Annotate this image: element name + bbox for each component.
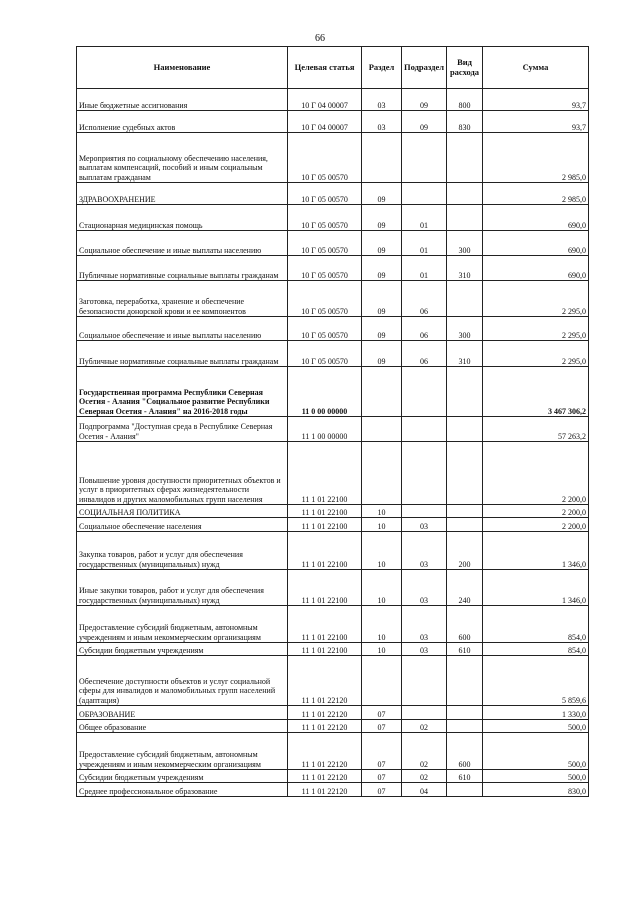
cell-amount: 1 346,0 xyxy=(483,570,589,606)
table-row xyxy=(77,367,589,417)
cell-amount: 2 295,0 xyxy=(483,281,589,317)
row-name-text: Заготовка, переработка, хранение и обеспечение безопасности донорской крови и ее компонентов xyxy=(79,297,246,316)
cell-expense-type xyxy=(447,442,483,505)
table-row xyxy=(77,341,589,367)
row-name-text: Субсидии бюджетным учреждениям xyxy=(79,772,204,782)
row-name-text: Подпрограмма "Доступная среда в Республике Северная Осетия - Алания" xyxy=(79,422,273,441)
table-row xyxy=(77,518,589,532)
cell-name xyxy=(77,281,288,317)
cell-section: 07 xyxy=(362,733,402,770)
cell-subsection: 01 xyxy=(402,205,447,231)
cell-amount: 93,7 xyxy=(483,111,589,133)
cell-expense-type: 610 xyxy=(447,643,483,656)
cell-expense-type: 600 xyxy=(447,606,483,643)
cell-target: 10 Г 05 00570 xyxy=(288,133,362,183)
row-name-text: Предоставление субсидий бюджетным, автономным учреждениям и иным некоммерческим организациям xyxy=(79,750,261,769)
header-expense-type: Вид расхода xyxy=(447,47,483,89)
cell-expense-type xyxy=(447,133,483,183)
row-name-text: Стационарная медицинская помощь xyxy=(79,220,203,230)
cell-section xyxy=(362,367,402,417)
cell-subsection: 06 xyxy=(402,341,447,367)
cell-section: 07 xyxy=(362,706,402,720)
cell-expense-type xyxy=(447,417,483,442)
cell-section: 03 xyxy=(362,89,402,111)
table-row xyxy=(77,281,589,317)
cell-target: 10 Г 05 00570 xyxy=(288,281,362,317)
cell-expense-type: 240 xyxy=(447,570,483,606)
cell-amount: 2 295,0 xyxy=(483,341,589,367)
row-name-text: Исполнение судебных актов xyxy=(79,122,176,132)
cell-name xyxy=(77,133,288,183)
table-row xyxy=(77,783,589,797)
cell-section: 07 xyxy=(362,783,402,797)
row-name-text: Иные бюджетные ассигнования xyxy=(79,100,188,110)
cell-section xyxy=(362,417,402,442)
cell-section xyxy=(362,133,402,183)
cell-target: 11 1 01 22100 xyxy=(288,643,362,656)
cell-name xyxy=(77,532,288,570)
cell-amount: 2 295,0 xyxy=(483,317,589,341)
cell-target: 11 1 00 00000 xyxy=(288,417,362,442)
cell-target: 10 Г 04 00007 xyxy=(288,111,362,133)
cell-section: 10 xyxy=(362,643,402,656)
cell-section: 09 xyxy=(362,341,402,367)
cell-expense-type xyxy=(447,205,483,231)
cell-subsection xyxy=(402,505,447,518)
header-subsection: Подраздел xyxy=(402,47,447,89)
cell-section: 09 xyxy=(362,256,402,281)
cell-subsection: 06 xyxy=(402,281,447,317)
cell-name xyxy=(77,89,288,111)
cell-target: 11 1 01 22100 xyxy=(288,442,362,505)
cell-subsection: 02 xyxy=(402,770,447,783)
table-row xyxy=(77,317,589,341)
cell-amount: 854,0 xyxy=(483,643,589,656)
cell-subsection xyxy=(402,183,447,205)
cell-amount: 500,0 xyxy=(483,733,589,770)
row-name-text: Субсидии бюджетным учреждениям xyxy=(79,645,204,655)
cell-name xyxy=(77,770,288,783)
cell-amount: 690,0 xyxy=(483,205,589,231)
cell-name xyxy=(77,367,288,417)
cell-expense-type: 300 xyxy=(447,317,483,341)
table-row xyxy=(77,720,589,733)
cell-name xyxy=(77,570,288,606)
cell-amount: 1 346,0 xyxy=(483,532,589,570)
table-row xyxy=(77,770,589,783)
cell-name xyxy=(77,518,288,532)
row-name-text: Иные закупки товаров, работ и услуг для обеспечения государственных (муниципальных) нужд xyxy=(79,586,264,605)
table-row xyxy=(77,442,589,505)
cell-section: 03 xyxy=(362,111,402,133)
row-name-text: Закупка товаров, работ и услуг для обеспечения государственных (муниципальных) нужд xyxy=(79,550,243,569)
cell-subsection: 03 xyxy=(402,570,447,606)
cell-name xyxy=(77,706,288,720)
cell-expense-type: 310 xyxy=(447,341,483,367)
header-amount: Сумма xyxy=(483,47,589,89)
row-name-text: Публичные нормативные социальные выплаты гражданам xyxy=(79,270,279,280)
cell-subsection: 09 xyxy=(402,89,447,111)
cell-section: 07 xyxy=(362,770,402,783)
row-name-text: Государственная программа Республики Северная Осетия - Алания "Социальное развитие Республики Северная Осетия - Алания" на 2016-2018 годы xyxy=(79,388,270,416)
row-name-text: СОЦИАЛЬНАЯ ПОЛИТИКА xyxy=(79,507,181,517)
cell-subsection xyxy=(402,133,447,183)
table-row xyxy=(77,417,589,442)
cell-name xyxy=(77,720,288,733)
cell-section: 10 xyxy=(362,518,402,532)
row-name-text: Предоставление субсидий бюджетным, автономным учреждениям и иным некоммерческим организациям xyxy=(79,623,261,642)
cell-subsection: 01 xyxy=(402,231,447,256)
table-row xyxy=(77,706,589,720)
cell-amount: 5 859,6 xyxy=(483,656,589,706)
table-row xyxy=(77,205,589,231)
cell-name xyxy=(77,205,288,231)
cell-name xyxy=(77,317,288,341)
cell-subsection: 04 xyxy=(402,783,447,797)
cell-target: 10 Г 05 00570 xyxy=(288,317,362,341)
cell-amount: 1 330,0 xyxy=(483,706,589,720)
cell-subsection: 01 xyxy=(402,256,447,281)
cell-expense-type xyxy=(447,367,483,417)
cell-subsection: 02 xyxy=(402,733,447,770)
cell-amount: 57 263,2 xyxy=(483,417,589,442)
cell-subsection xyxy=(402,706,447,720)
cell-name xyxy=(77,256,288,281)
cell-subsection xyxy=(402,367,447,417)
cell-section: 09 xyxy=(362,183,402,205)
cell-expense-type xyxy=(447,706,483,720)
cell-target: 10 Г 05 00570 xyxy=(288,205,362,231)
cell-section: 10 xyxy=(362,505,402,518)
cell-expense-type xyxy=(447,183,483,205)
cell-amount: 2 985,0 xyxy=(483,183,589,205)
cell-amount: 2 985,0 xyxy=(483,133,589,183)
table-row xyxy=(77,733,589,770)
cell-name xyxy=(77,417,288,442)
cell-amount: 500,0 xyxy=(483,720,589,733)
cell-subsection xyxy=(402,656,447,706)
cell-subsection xyxy=(402,417,447,442)
table-row xyxy=(77,133,589,183)
table-row xyxy=(77,656,589,706)
row-name-text: Социальное обеспечение населения xyxy=(79,521,202,531)
table-row xyxy=(77,183,589,205)
cell-name xyxy=(77,733,288,770)
row-name-text: Публичные нормативные социальные выплаты гражданам xyxy=(79,356,279,366)
row-name-text: ОБРАЗОВАНИЕ xyxy=(79,709,136,719)
cell-target: 11 1 01 22120 xyxy=(288,720,362,733)
table-row xyxy=(77,231,589,256)
cell-expense-type xyxy=(447,656,483,706)
header-section: Раздел xyxy=(362,47,402,89)
table-row xyxy=(77,111,589,133)
cell-section: 10 xyxy=(362,570,402,606)
row-name-text: Среднее профессиональное образование xyxy=(79,786,218,796)
cell-target: 11 1 01 22120 xyxy=(288,656,362,706)
cell-target: 11 1 01 22120 xyxy=(288,733,362,770)
cell-target: 10 Г 05 00570 xyxy=(288,231,362,256)
cell-name xyxy=(77,643,288,656)
row-name-text: ЗДРАВООХРАНЕНИЕ xyxy=(79,194,156,204)
cell-section: 09 xyxy=(362,317,402,341)
cell-amount: 690,0 xyxy=(483,231,589,256)
cell-target: 11 1 01 22100 xyxy=(288,532,362,570)
cell-expense-type: 200 xyxy=(447,532,483,570)
table-row xyxy=(77,643,589,656)
cell-target: 11 1 01 22100 xyxy=(288,518,362,532)
cell-target: 11 1 01 22120 xyxy=(288,706,362,720)
page-number: 66 xyxy=(315,33,325,44)
cell-amount: 2 200,0 xyxy=(483,505,589,518)
cell-target: 11 1 01 22100 xyxy=(288,505,362,518)
cell-name xyxy=(77,231,288,256)
budget-table xyxy=(76,46,589,797)
cell-name xyxy=(77,606,288,643)
cell-expense-type: 600 xyxy=(447,733,483,770)
row-name-text: Мероприятия по социальному обеспечению населения, выплатам компенсаций, пособий и иным социальным выплатам гражданам xyxy=(79,154,268,182)
cell-section xyxy=(362,442,402,505)
table-row xyxy=(77,570,589,606)
cell-target: 11 1 01 22100 xyxy=(288,570,362,606)
table-body xyxy=(77,89,589,797)
cell-subsection: 03 xyxy=(402,606,447,643)
cell-section: 10 xyxy=(362,532,402,570)
cell-expense-type xyxy=(447,783,483,797)
table-row xyxy=(77,532,589,570)
cell-name xyxy=(77,783,288,797)
cell-amount: 2 200,0 xyxy=(483,442,589,505)
cell-name xyxy=(77,341,288,367)
cell-amount: 854,0 xyxy=(483,606,589,643)
table-row xyxy=(77,606,589,643)
cell-target: 11 1 01 22120 xyxy=(288,783,362,797)
cell-subsection: 09 xyxy=(402,111,447,133)
cell-target: 11 1 01 22120 xyxy=(288,770,362,783)
cell-subsection xyxy=(402,442,447,505)
cell-target: 11 1 01 22100 xyxy=(288,606,362,643)
cell-name xyxy=(77,656,288,706)
cell-target: 10 Г 04 00007 xyxy=(288,89,362,111)
cell-section: 07 xyxy=(362,720,402,733)
cell-name xyxy=(77,505,288,518)
cell-amount: 500,0 xyxy=(483,770,589,783)
cell-expense-type: 610 xyxy=(447,770,483,783)
cell-section: 10 xyxy=(362,606,402,643)
header-target: Целевая статья xyxy=(288,47,362,89)
row-name-text: Обеспечение доступности объектов и услуг социальной сферы для инвалидов и маломобильных групп населений (адаптация) xyxy=(79,677,276,705)
cell-section xyxy=(362,656,402,706)
cell-subsection: 06 xyxy=(402,317,447,341)
cell-name xyxy=(77,442,288,505)
cell-target: 11 0 00 00000 xyxy=(288,367,362,417)
row-name-text: Социальное обеспечение и иные выплаты населению xyxy=(79,245,262,255)
cell-amount: 690,0 xyxy=(483,256,589,281)
cell-amount: 2 200,0 xyxy=(483,518,589,532)
cell-section: 09 xyxy=(362,205,402,231)
cell-expense-type: 300 xyxy=(447,231,483,256)
header-name: Наименование xyxy=(77,47,288,89)
row-name-text: Общее образование xyxy=(79,722,147,732)
cell-subsection: 03 xyxy=(402,643,447,656)
cell-section: 09 xyxy=(362,281,402,317)
cell-target: 10 Г 05 00570 xyxy=(288,183,362,205)
cell-amount: 93,7 xyxy=(483,89,589,111)
cell-expense-type xyxy=(447,281,483,317)
cell-expense-type: 310 xyxy=(447,256,483,281)
cell-subsection: 02 xyxy=(402,720,447,733)
cell-target: 10 Г 05 00570 xyxy=(288,256,362,281)
table-row xyxy=(77,256,589,281)
cell-subsection: 03 xyxy=(402,532,447,570)
cell-expense-type: 830 xyxy=(447,111,483,133)
cell-expense-type xyxy=(447,518,483,532)
table-row xyxy=(77,89,589,111)
cell-target: 10 Г 05 00570 xyxy=(288,341,362,367)
cell-section: 09 xyxy=(362,231,402,256)
table-row xyxy=(77,505,589,518)
row-name-text: Социальное обеспечение и иные выплаты населению xyxy=(79,330,262,340)
cell-expense-type xyxy=(447,720,483,733)
cell-name xyxy=(77,111,288,133)
table-header-row xyxy=(77,47,589,89)
cell-name xyxy=(77,183,288,205)
row-name-text: Повышение уровня доступности приоритетных объектов и услуг в приоритетных сферах жизнедеятельности инвалидов и других маломобильных групп населения xyxy=(79,476,281,504)
cell-amount: 3 467 306,2 xyxy=(483,367,589,417)
cell-amount: 830,0 xyxy=(483,783,589,797)
cell-expense-type xyxy=(447,505,483,518)
cell-expense-type: 800 xyxy=(447,89,483,111)
cell-subsection: 03 xyxy=(402,518,447,532)
